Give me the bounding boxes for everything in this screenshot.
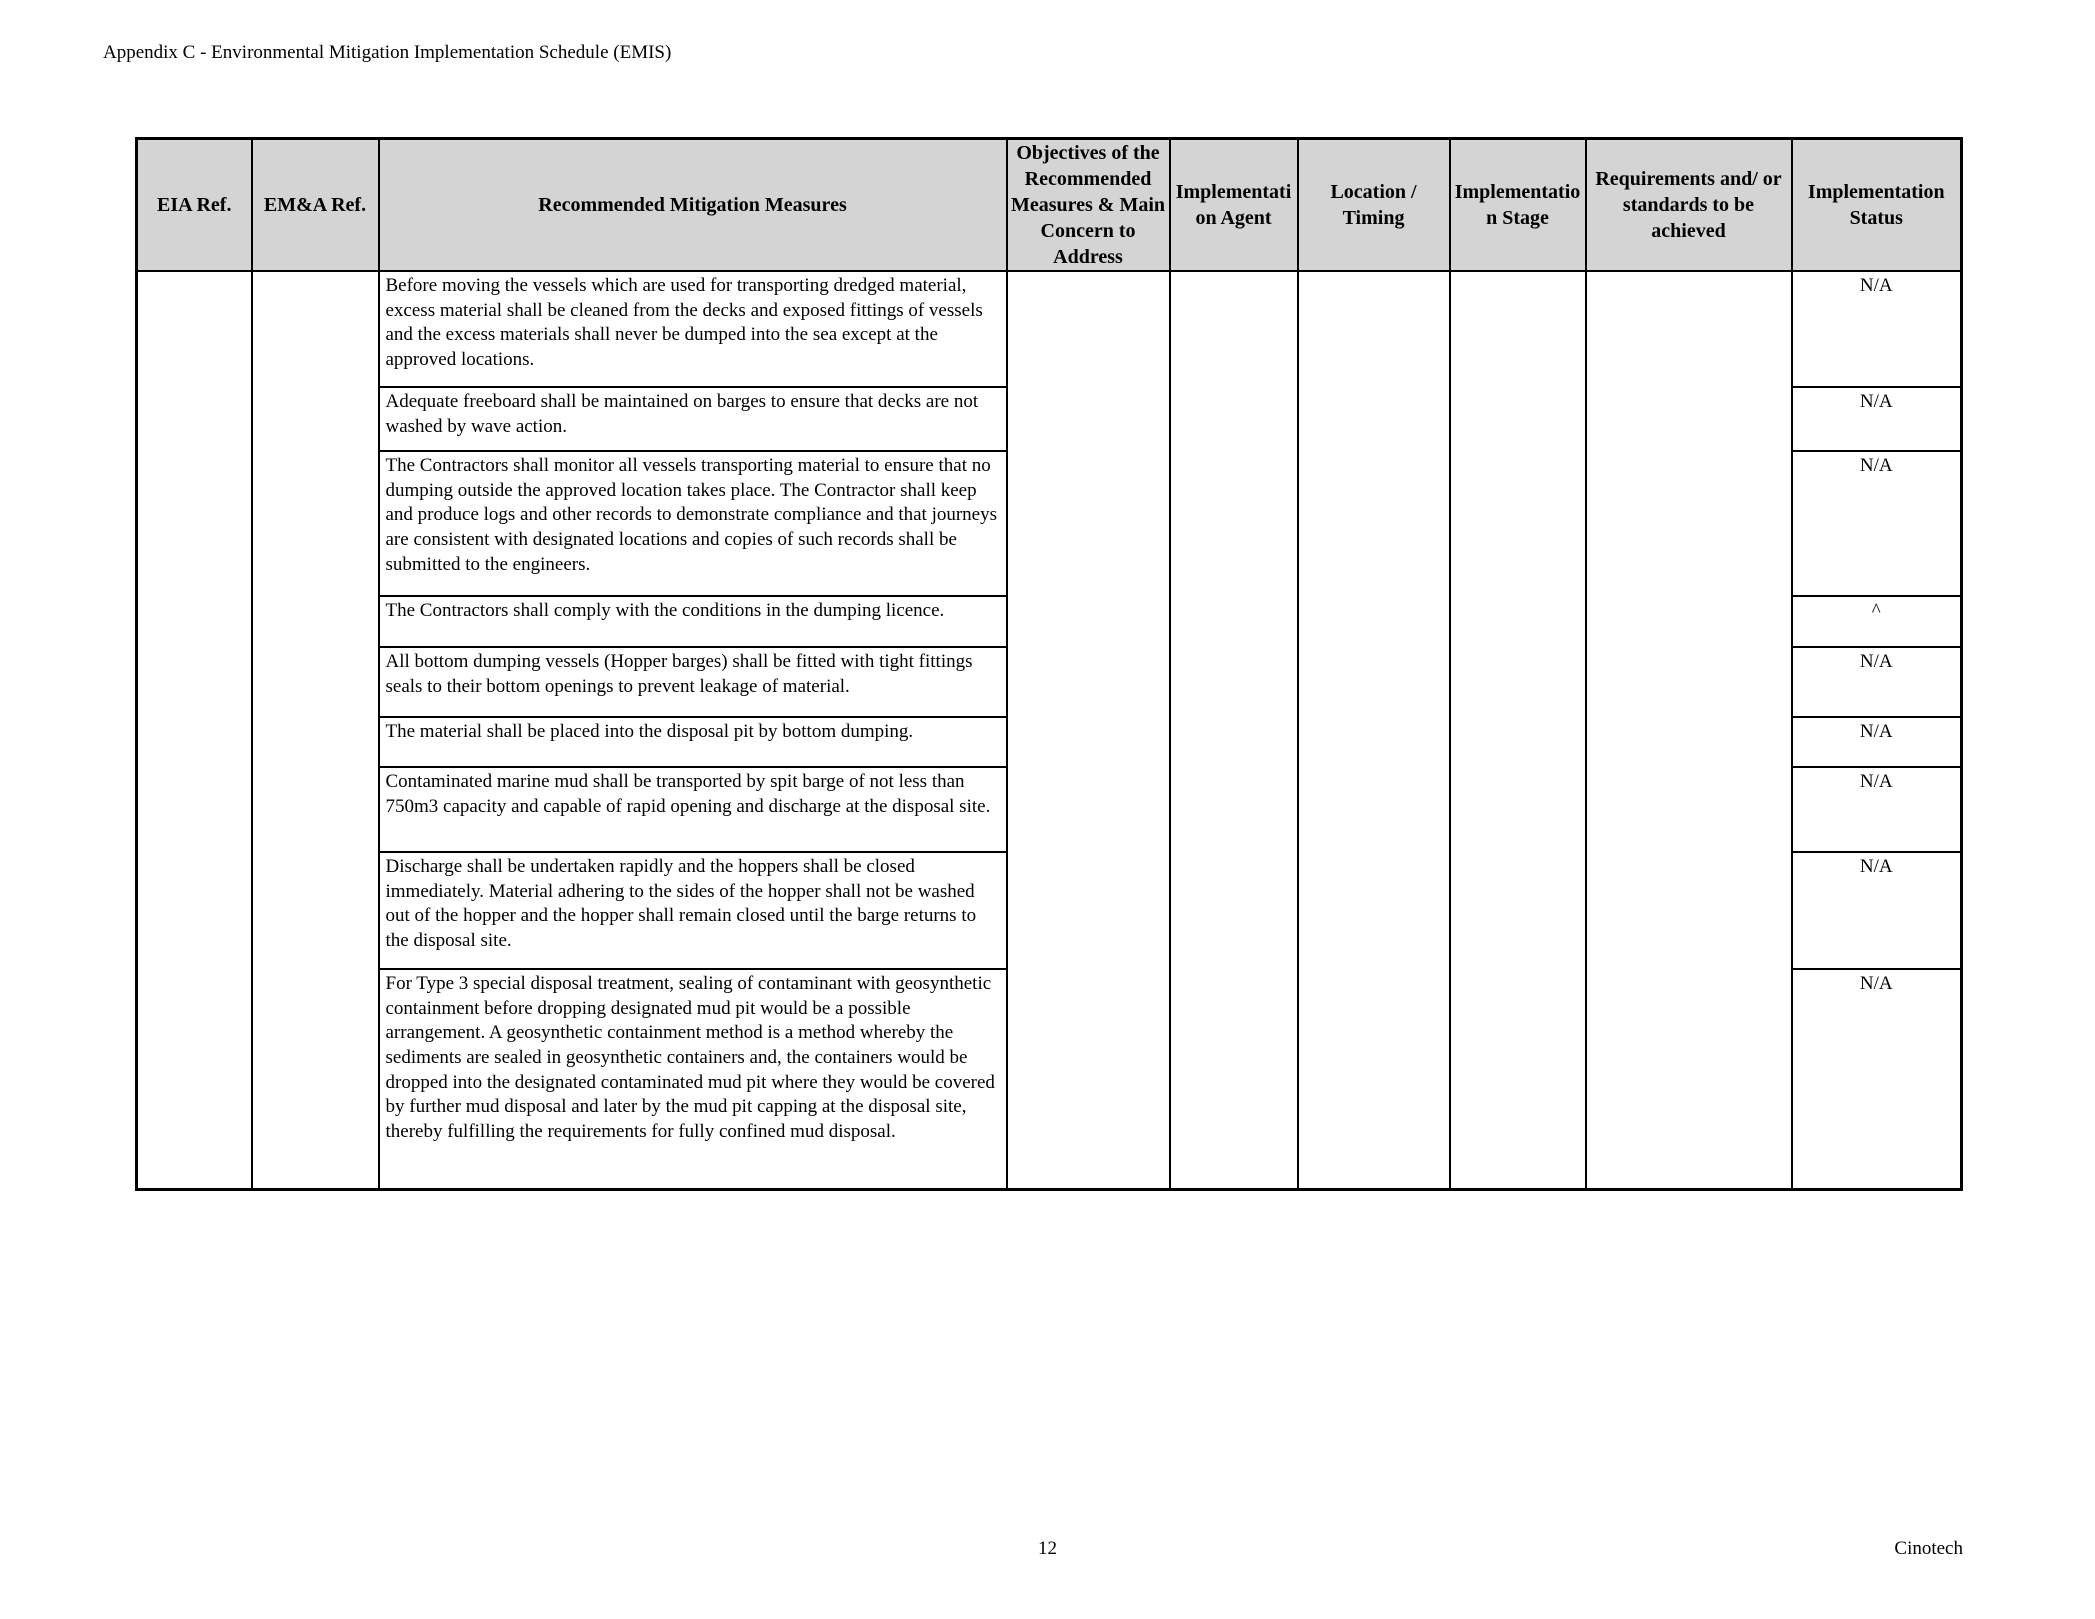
column-header-implementation-status: Implementation Status — [1792, 139, 1962, 272]
column-header-implementation-stage: Implementation Stage — [1450, 139, 1586, 272]
column-header-requirements: Requirements and/ or standards to be achieved — [1586, 139, 1792, 272]
measure-cell: For Type 3 special disposal treatment, sealing of contaminant with geosynthetic containment before dropping designated mud pit would be a possible arrangement. A geosynthetic containment method is a method whereby the sediments are sealed in geosynthetic containers and, the containers would be dropped into the designated contaminated mud pit where they would be covered by further mud disposal and later by the mud pit capping at the disposal site, thereby fulfilling the requirements for fully confined mud disposal. — [379, 969, 1007, 1189]
measure-cell: All bottom dumping vessels (Hopper barges) shall be fitted with tight fittings seals to their bottom openings to prevent leakage of material. — [379, 647, 1007, 717]
status-cell: N/A — [1792, 717, 1962, 767]
measure-cell: Contaminated marine mud shall be transported by spit barge of not less than 750m3 capacity and capable of rapid opening and discharge at the disposal site. — [379, 767, 1007, 852]
cell-requirements-empty — [1586, 271, 1792, 1189]
column-header-implementation-agent: Implementation Agent — [1170, 139, 1298, 272]
table-header-row — [137, 139, 1962, 272]
measure-cell: Before moving the vessels which are used for transporting dredged material, excess material shall be cleaned from the decks and exposed fittings of vessels and the excess materials shall never be dumped into the sea except at the approved locations. — [379, 271, 1007, 387]
column-header-objectives: Objectives of the Recommended Measures & Main Concern to Address — [1007, 139, 1170, 272]
measure-cell: The Contractors shall comply with the conditions in the dumping licence. — [379, 596, 1007, 647]
cell-objectives-empty — [1007, 271, 1170, 1189]
measure-cell: The material shall be placed into the disposal pit by bottom dumping. — [379, 717, 1007, 767]
cell-implementation-agent-empty — [1170, 271, 1298, 1189]
footer-page-number: 12 — [1038, 1538, 1057, 1559]
measure-cell: Adequate freeboard shall be maintained on barges to ensure that decks are not washed by wave action. — [379, 387, 1007, 451]
measure-cell: The Contractors shall monitor all vessels transporting material to ensure that no dumping outside the approved location takes place. The Contractor shall keep and produce logs and other records to demonstrate compliance and that journeys are consistent with designated locations and copies of such records shall be submitted to the engineers. — [379, 451, 1007, 596]
status-cell: N/A — [1792, 969, 1962, 1189]
cell-location-timing-empty — [1298, 271, 1450, 1189]
column-header-ema-ref: EM&A Ref. — [252, 139, 379, 272]
document-title: Appendix C - Environmental Mitigation Implementation Schedule (EMIS) — [103, 42, 672, 63]
column-header-location-timing: Location / Timing — [1298, 139, 1450, 272]
cell-implementation-stage-empty — [1450, 271, 1586, 1189]
cell-eia-ref-empty — [137, 271, 252, 1189]
status-cell: N/A — [1792, 767, 1962, 852]
status-cell: N/A — [1792, 387, 1962, 451]
status-cell: N/A — [1792, 451, 1962, 596]
status-cell: N/A — [1792, 647, 1962, 717]
status-cell: ^ — [1792, 596, 1962, 647]
status-cell: N/A — [1792, 271, 1962, 387]
emis-table — [135, 137, 1963, 1191]
column-header-recommended-mitigation-measures: Recommended Mitigation Measures — [379, 139, 1007, 272]
column-header-eia-ref: EIA Ref. — [137, 139, 252, 272]
table-row — [137, 271, 1962, 387]
status-cell: N/A — [1792, 852, 1962, 969]
footer-company: Cinotech — [1894, 1538, 1963, 1559]
measure-cell: Discharge shall be undertaken rapidly and the hoppers shall be closed immediately. Material adhering to the sides of the hopper shall not be washed out of the hopper and the hopper shall remain closed until the barge returns to the disposal site. — [379, 852, 1007, 969]
cell-ema-ref-empty — [252, 271, 379, 1189]
